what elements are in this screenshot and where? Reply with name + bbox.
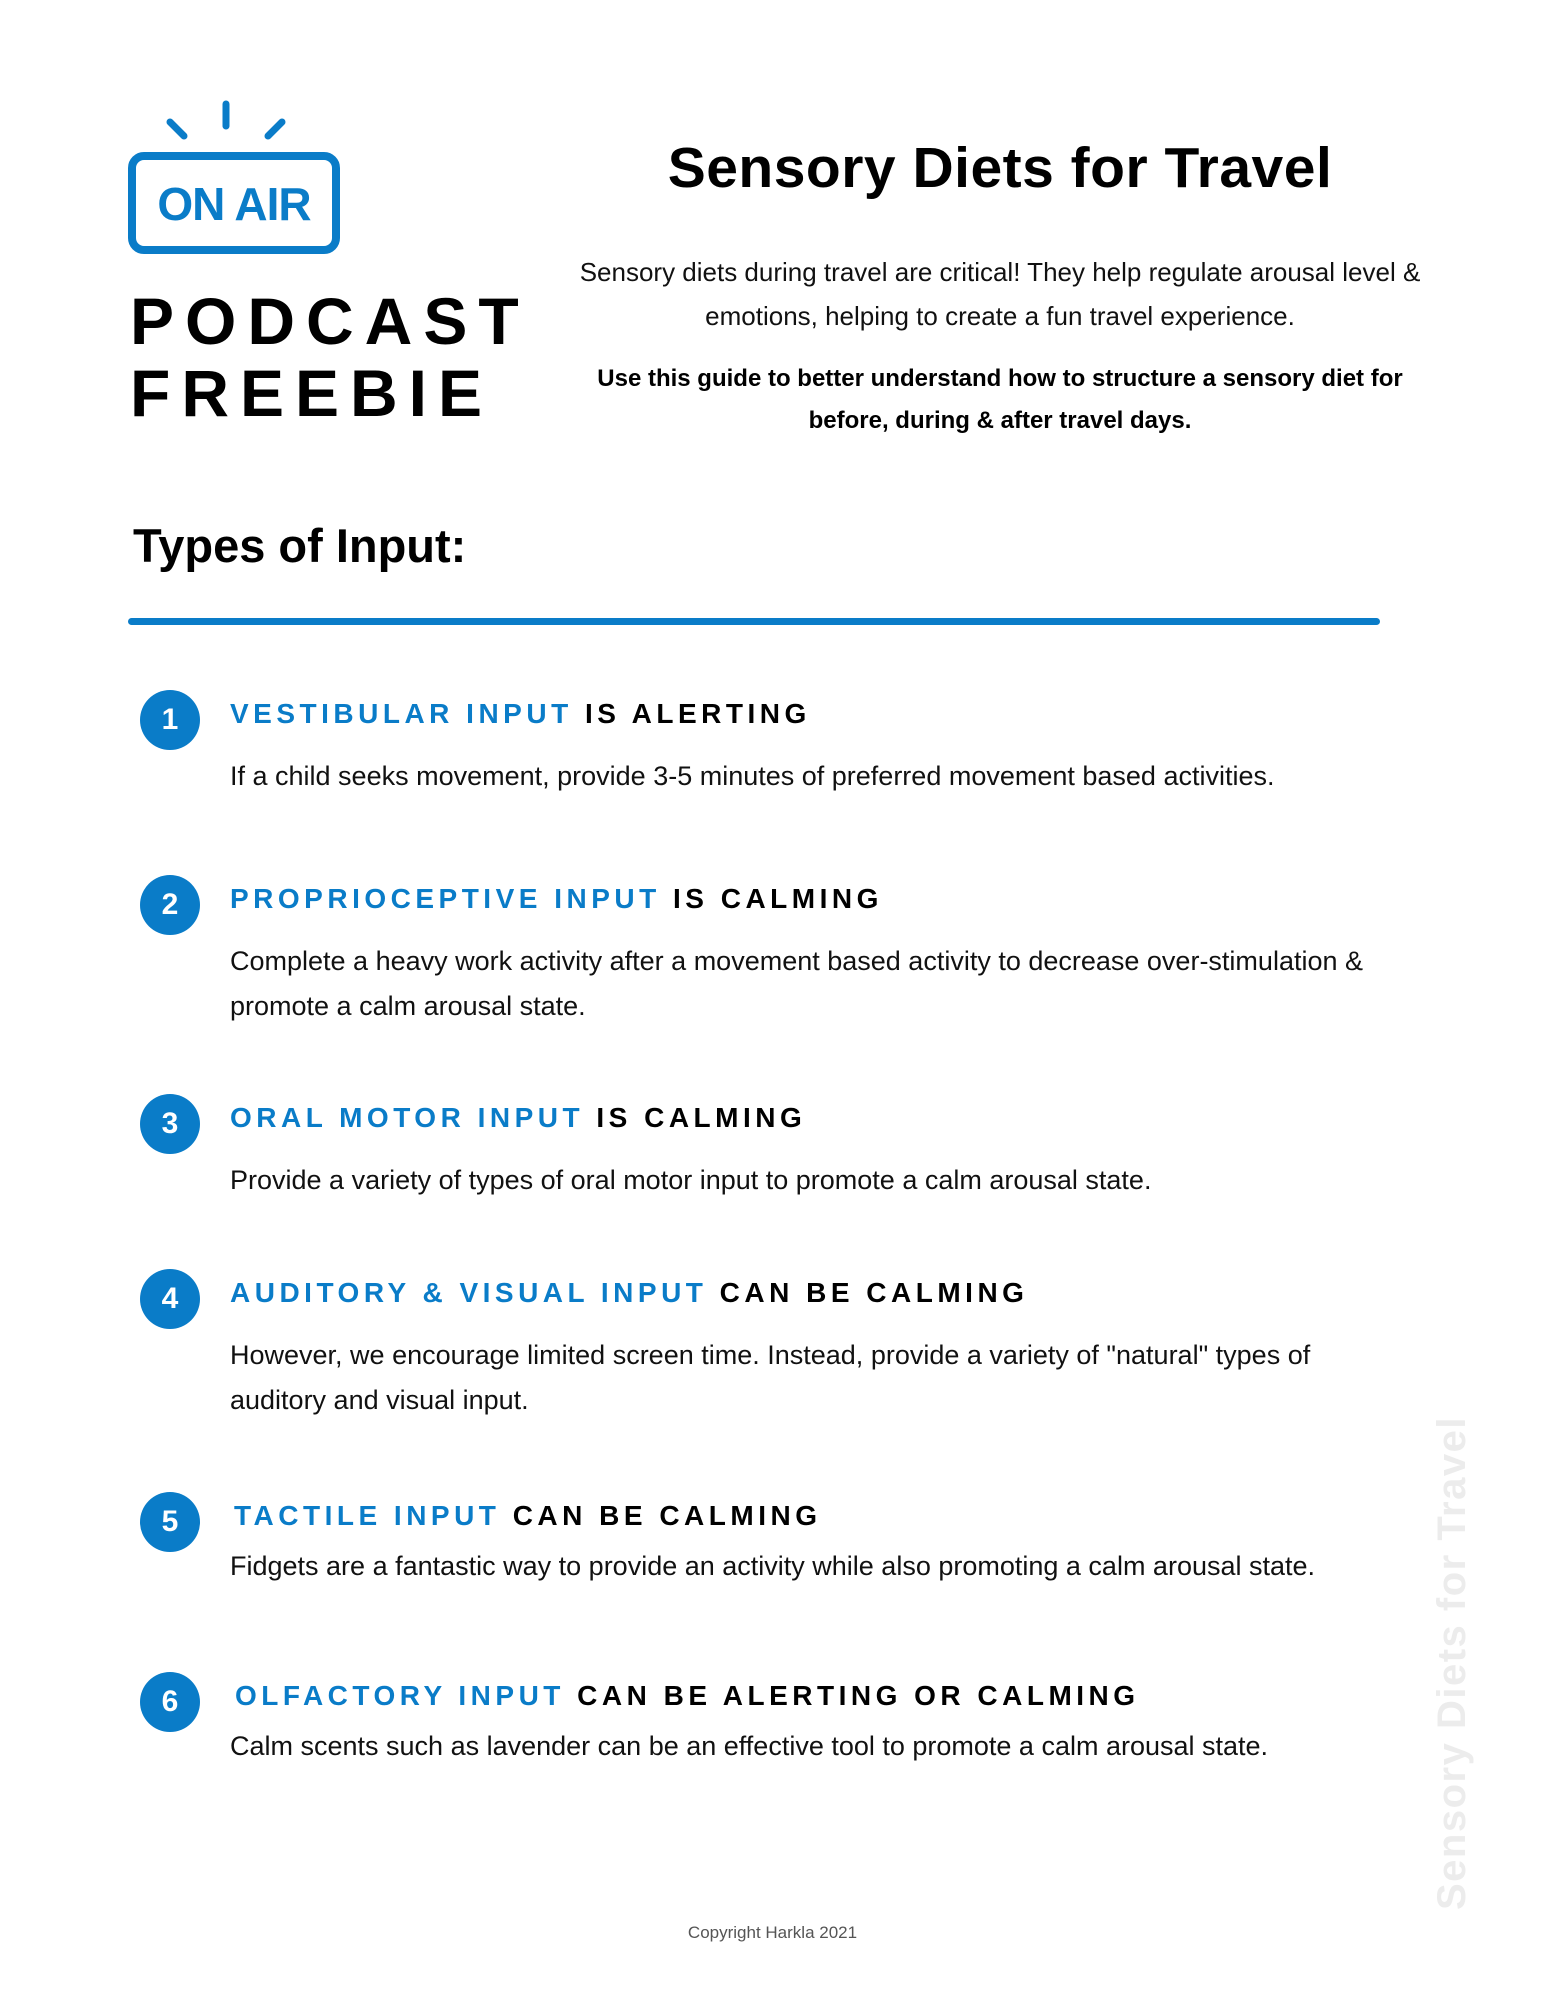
item-heading-rest: CAN BE CALMING [707, 1277, 1029, 1308]
number-badge: 3 [140, 1094, 200, 1154]
item-heading-highlight: AUDITORY & VISUAL INPUT [230, 1277, 708, 1308]
item-description: However, we encourage limited screen time. Instead, provide a variety of "natural" types of auditory and visual input. [230, 1340, 1311, 1415]
section-divider [128, 618, 1380, 625]
number-badge: 4 [140, 1269, 200, 1329]
item-description: Calm scents such as lavender can be an effective tool to promote a calm arousal state. [230, 1731, 1269, 1761]
item-description: Provide a variety of types of oral motor input to promote a calm arousal state. [230, 1165, 1152, 1195]
item-heading [235, 1680, 1140, 1712]
number-badge: 5 [140, 1492, 200, 1552]
intro-bold-text: Use this guide to better understand how to structure a sensory diet for before, during & after travel days. [597, 365, 1403, 434]
item-heading-rest: CAN BE CALMING [500, 1500, 822, 1531]
item-heading [230, 1277, 1028, 1309]
item-heading [234, 1500, 821, 1532]
podcast-freebie-label [130, 285, 530, 429]
item-heading-rest: IS CALMING [660, 883, 883, 914]
page-title: Sensory Diets for Travel [667, 136, 1333, 200]
intro-text: Sensory diets during travel are critical! They help regulate arousal level & emotions, helping to create a fun travel experience. [579, 257, 1421, 331]
item-heading-highlight: VESTIBULAR INPUT [230, 698, 573, 729]
item-description: If a child seeks movement, provide 3-5 minutes of preferred movement based activities. [230, 761, 1275, 791]
number-badge: 2 [140, 875, 200, 935]
item-description: Fidgets are a fantastic way to provide an activity while also promoting a calm arousal state. [230, 1551, 1316, 1581]
item-heading [230, 1102, 806, 1134]
item-description: Complete a heavy work activity after a movement based activity to decrease over-stimulation & promote a calm arousal state. [230, 946, 1363, 1021]
item-heading [230, 883, 883, 915]
item-heading-highlight: PROPRIOCEPTIVE INPUT [230, 883, 661, 914]
vertical-watermark-title: Sensory Diets for Travel [1430, 1416, 1474, 1910]
copyright-footer: Copyright Harkla 2021 [687, 1923, 858, 1942]
item-heading-highlight: TACTILE INPUT [234, 1500, 501, 1531]
freebie-line: FREEBIE [130, 356, 494, 430]
item-heading-highlight: OLFACTORY INPUT [235, 1680, 565, 1711]
podcast-line: PODCAST [130, 284, 530, 358]
item-heading-rest: IS ALERTING [572, 698, 811, 729]
on-air-label: ON AIR [157, 178, 311, 230]
item-heading-rest: IS CALMING [584, 1102, 807, 1133]
on-air-icon [128, 100, 340, 260]
number-badge: 6 [140, 1672, 200, 1732]
item-heading-rest: CAN BE ALERTING OR CALMING [564, 1680, 1140, 1711]
section-heading: Types of Input: [133, 519, 467, 572]
number-badge: 1 [140, 690, 200, 750]
item-heading [230, 698, 811, 730]
item-heading-highlight: ORAL MOTOR INPUT [230, 1102, 585, 1133]
